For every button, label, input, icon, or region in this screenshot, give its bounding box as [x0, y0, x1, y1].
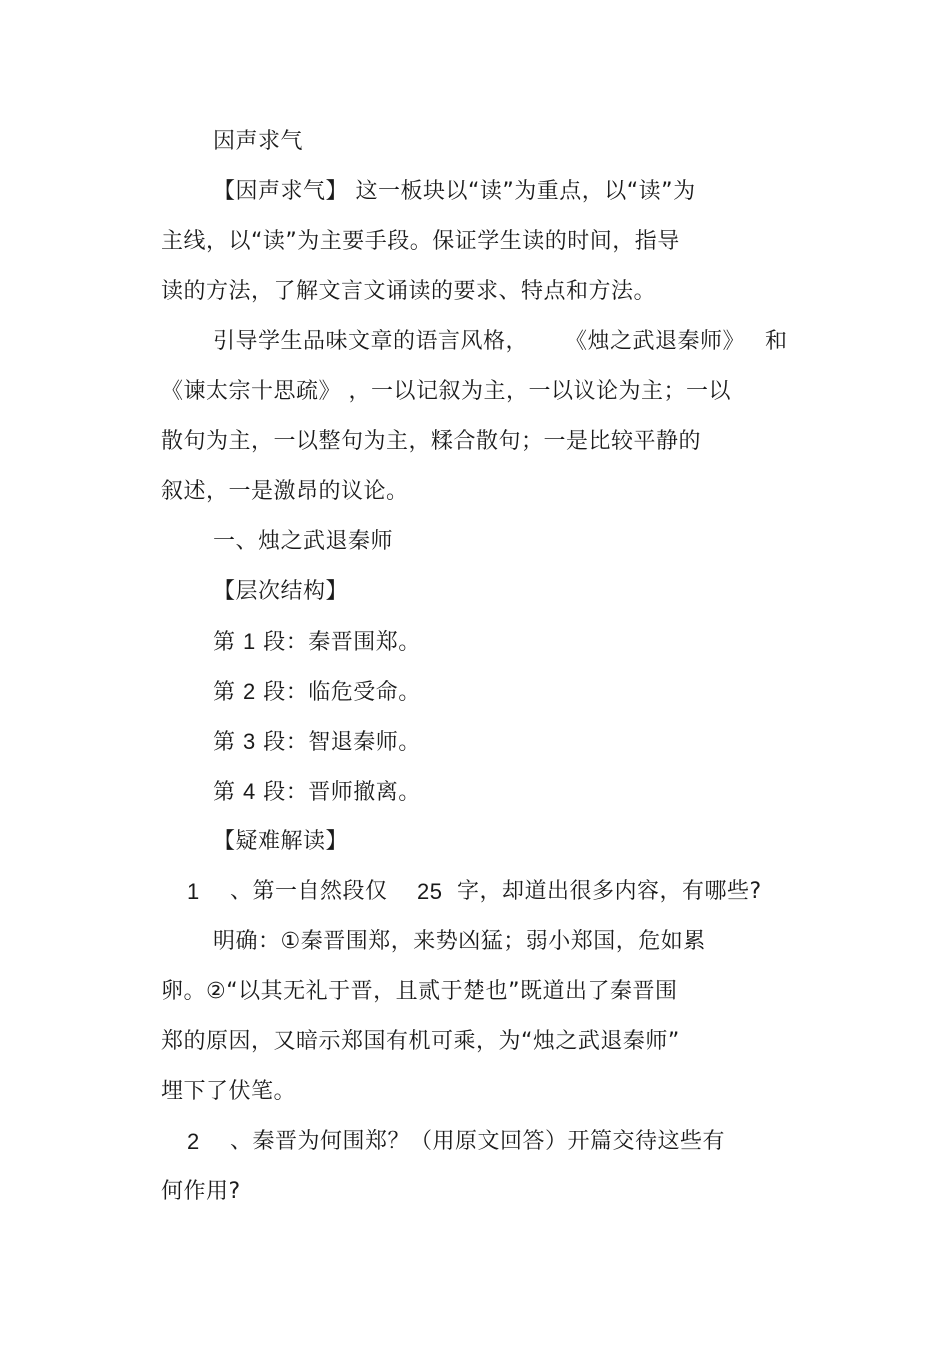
question-text: 、第一自然段仅 — [230, 879, 388, 904]
segment-post: 段：秦晋围郑。 — [263, 630, 421, 655]
segment-post: 段：晋师撤离。 — [263, 780, 421, 805]
segment-item — [213, 677, 421, 708]
answer-line: 卵。②“以其无礼于晋，且贰于楚也”既道出了秦晋围 — [161, 979, 678, 1004]
segment-post: 段：智退秦师。 — [263, 730, 421, 755]
segment-pre: 第 — [213, 730, 236, 755]
paragraph-line: 【因声求气】 这一板块以“读”为重点，以“读”为 — [213, 179, 696, 204]
question-number: 2 — [187, 1129, 200, 1154]
paragraph-line: 《谏太宗十思疏》 ，一以记叙为主，一以议论为主；一以 — [161, 379, 731, 404]
segment-item — [213, 727, 421, 758]
paragraph-line: 主线，以“读”为主要手段。保证学生读的时间，指导 — [161, 229, 680, 254]
question-count: 25 — [417, 879, 443, 904]
section-heading: 一、烛之武退秦师 — [213, 529, 394, 554]
structure-label: 【层次结构】 — [213, 579, 349, 604]
paragraph-line: 引导学生品味文章的语言风格， — [213, 329, 529, 354]
segment-pre: 第 — [213, 780, 236, 805]
segment-num: 4 — [243, 779, 256, 804]
book-title: 《烛之武退秦师》 — [565, 329, 746, 354]
segment-num: 2 — [243, 679, 256, 704]
question-text: 何作用? — [161, 1179, 241, 1204]
answer-line: 郑的原因，又暗示郑国有机可乘，为“烛之武退秦师” — [161, 1029, 680, 1054]
heading: 因声求气 — [213, 129, 304, 154]
answer-line: 埋下了伏笔。 — [161, 1079, 297, 1104]
segment-item — [213, 627, 421, 658]
paragraph-line: 读的方法，了解文言文诵读的要求、特点和方法。 — [161, 279, 657, 304]
paragraph-line: 叙述，一是激昂的议论。 — [161, 479, 409, 504]
segment-num: 3 — [243, 729, 256, 754]
question-text: 、秦晋为何围郑？（用原文回答）开篇交待这些有 — [230, 1129, 726, 1154]
difficulty-label: 【疑难解读】 — [213, 829, 349, 854]
segment-pre: 第 — [213, 680, 236, 705]
segment-num: 1 — [243, 629, 256, 654]
segment-post: 段：临危受命。 — [263, 680, 421, 705]
question-number: 1 — [187, 879, 200, 904]
segment-pre: 第 — [213, 630, 236, 655]
answer-line: 明确：①秦晋围郑，来势凶猛；弱小郑国，危如累 — [213, 929, 706, 954]
segment-item — [213, 777, 421, 808]
paragraph-line: 散句为主，一以整句为主，糅合散句；一是比较平静的 — [161, 429, 702, 454]
question-text: 字，却道出很多内容，有哪些? — [457, 879, 762, 904]
paragraph-line: 和 — [765, 329, 788, 354]
